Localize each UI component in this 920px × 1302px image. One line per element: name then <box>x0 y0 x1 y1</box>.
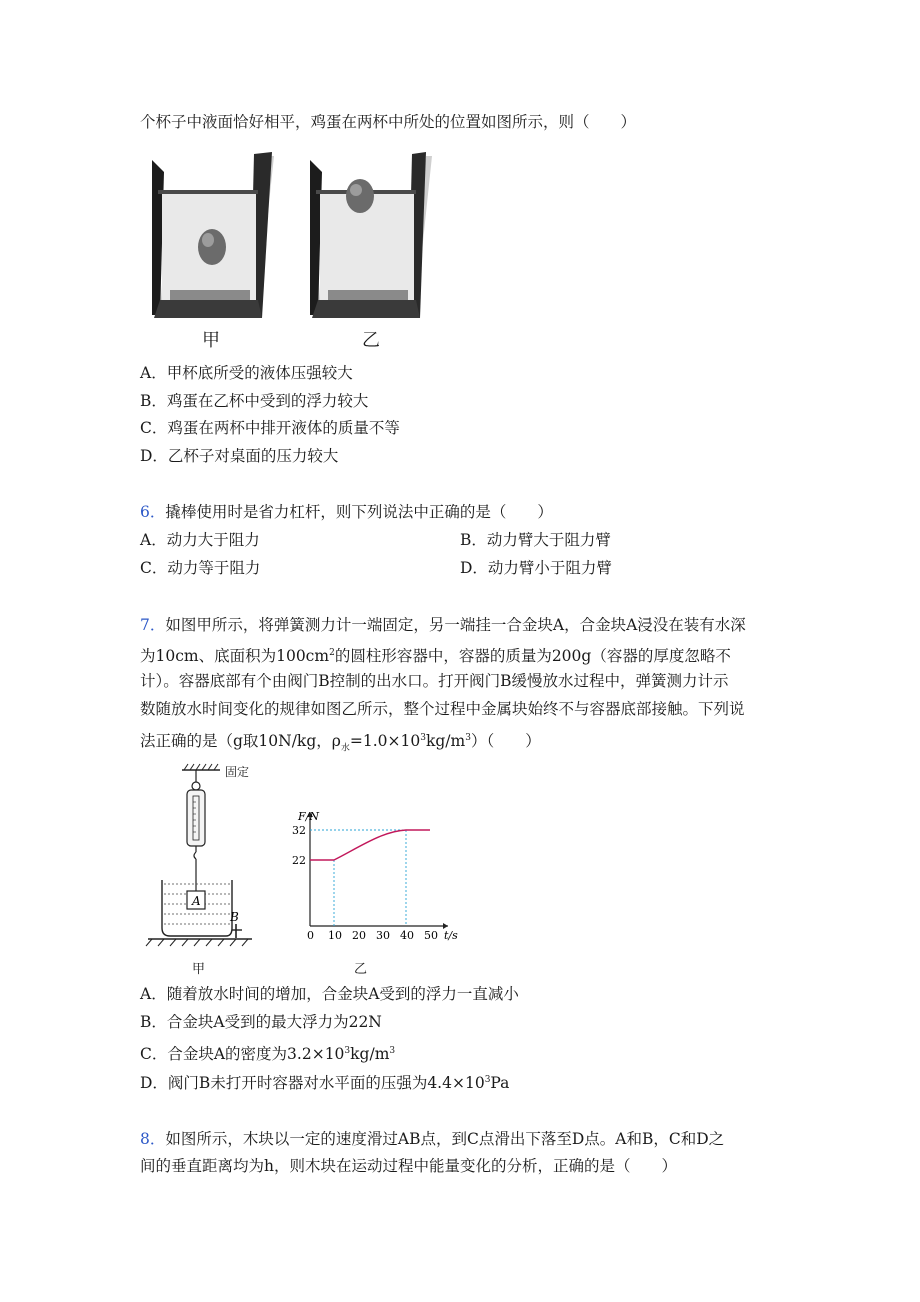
x-tick-label: 0 <box>307 929 314 942</box>
q7-option-a: A．随着放水时间的增加，合金块A受到的浮力一直减小 <box>140 985 519 1003</box>
egg-yi <box>346 179 374 213</box>
x-tick-label: 30 <box>376 929 390 942</box>
q7-line-1: 7．如图甲所示，将弹簧测力计一端固定，另一端挂一合金块A，合金块A浸没在装有水深 <box>140 616 746 634</box>
y-tick-label: 32 <box>292 824 306 837</box>
block-label: A <box>192 894 201 908</box>
fig-label-yi: 乙 <box>362 330 380 351</box>
valve-label: B <box>230 910 239 924</box>
q5-option-b: B．鸡蛋在乙杯中受到的浮力较大 <box>140 392 369 410</box>
q6-option-b: B．动力臂大于阻力臂 <box>460 531 611 549</box>
q7-line-2: 为10cm、底面积为$100cm^2$的圆柱形容器中，容器的质量为200g（容器的厚度忽略不 <box>140 647 731 666</box>
x-axis-label: t/s <box>444 929 458 942</box>
x-tick-label: 40 <box>400 929 414 942</box>
y-tick-label: 22 <box>292 854 306 867</box>
q7-line-5: 法正确的是（g取10N/kg，$\rho_水=1.0\times 10^3kg/m^3$）（ ） <box>140 732 541 754</box>
q7-line-4: 数随放水时间变化的规律如图乙所示，整个过程中金属块始终不与容器底部接触。下列说 <box>140 700 745 718</box>
q8-number: 8． <box>140 1130 166 1148</box>
q5-option-a: A．甲杯底所受的液体压强较大 <box>140 364 353 382</box>
q6-option-a: A．动力大于阻力 <box>140 531 260 549</box>
q7-option-c: C．合金块A的密度为$3.2\times 10^3kg/m^3$ <box>140 1045 396 1064</box>
q7-line-3: 计）。容器底部有个由阀门B控制的出水口。打开阀门B缓慢放水过程中，弹簧测力计示 <box>140 672 729 690</box>
q7-option-b: B．合金块A受到的最大浮力为22N <box>140 1013 382 1031</box>
fig-label-yi-7: 乙 <box>354 962 368 977</box>
x-tick-label: 50 <box>424 929 438 942</box>
fig-label-jia: 甲 <box>202 330 220 351</box>
q6-option-d: D．动力臂小于阻力臂 <box>460 559 612 577</box>
x-tick-label: 20 <box>352 929 366 942</box>
fig-label-jia-7: 甲 <box>192 962 206 977</box>
glass-yi <box>310 152 432 318</box>
glass-jia <box>152 152 274 318</box>
spring-scale <box>187 790 205 846</box>
q8-line-1: 8．如图所示，木块以一定的速度滑过AB点，到C点滑出下落至D点。A和B，C和D之 <box>140 1130 725 1148</box>
q8-line-2: 间的垂直距离均为h，则木块在运动过程中能量变化的分析，正确的是（ ） <box>140 1157 677 1175</box>
y-axis-label: F/N <box>298 810 319 823</box>
glasses-photo <box>150 150 426 352</box>
q6-stem: 6．撬棒使用时是省力杠杆，则下列说法中正确的是（ ） <box>140 503 553 521</box>
spring-scale-diagram <box>140 760 270 955</box>
q6-number: 6． <box>140 503 166 521</box>
series-line <box>310 830 430 860</box>
q7-number: 7． <box>140 616 166 634</box>
egg-jia <box>198 229 226 265</box>
q6-option-c: C．动力等于阻力 <box>140 559 261 577</box>
q7-option-d: D．阀门B未打开时容器对水平面的压强为$4.4\times 10^3Pa$ <box>140 1074 510 1093</box>
q5-option-d: D．乙杯子对桌面的压力较大 <box>140 447 339 465</box>
q5-stem: 个杯子中液面恰好相平，鸡蛋在两杯中所处的位置如图所示，则（ ） <box>140 113 637 131</box>
x-tick-label: 10 <box>328 929 342 942</box>
fixed-label: 固定 <box>225 765 250 779</box>
force-time-chart <box>286 808 456 948</box>
q5-option-c: C．鸡蛋在两杯中排开液体的质量不等 <box>140 419 400 437</box>
